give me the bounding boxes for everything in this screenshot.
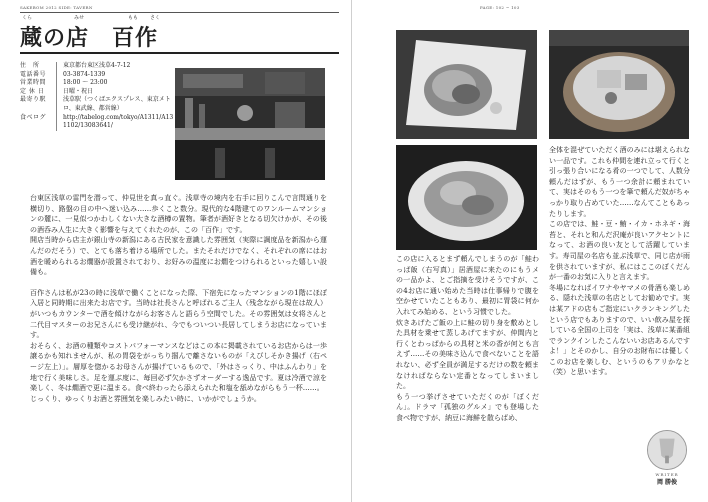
page-header-left: SAKEBOM 2012 SIDE: TAVERN — [20, 5, 93, 10]
paragraph: 炊きあげたご飯の上に鮭の切り身を敷めとした具材を乗せて蒸しあげてますが、仲間内と行くとわっぱからの具材と米の香が何とも言えず……その美味さ込んで食べないことを語れない、必ず全員が満足するだけの数を頼まなければならない定番となってしまいました。 — [396, 318, 539, 391]
writer-credit — [642, 430, 692, 486]
info-row-phone — [20, 71, 175, 80]
ebi-shiso-kakiage-photo — [396, 30, 537, 139]
interior-photo — [175, 68, 325, 180]
bakudan-photo — [396, 145, 537, 250]
info-value: 03-3874-1339 — [56, 71, 175, 80]
title-rule — [20, 52, 339, 54]
sake-wappa-meshi-photo — [549, 30, 689, 139]
right-column-2-body — [549, 145, 690, 378]
info-key: 最寄り駅 — [20, 96, 47, 104]
paragraph: 冬場になればイワナやヤマメの骨酒も楽しめる、隠れた浅草の名店としてお勧めです。実は某アドの店もご指定にいクランキングしたという店でもありますので、いい飲み屋を探している全国の上司を「実は、浅草に某番組でランクインしたこんないいお店あるんですよ！」とそのかし、自分のお財布には優しくこのお店を楽しむ、というのもアリかなと（笑）と思います。 — [549, 283, 690, 377]
paragraph: この店では、鮭・豆・鮪・イカ・ホネギ・海苔と、それと和んだ沢庵が良いアクセントになって、お酒の良い友として活躍しています。寿司屋の名店も並ぶ浅草で、同じ店が雨を供されていますが、私にはここのぼくだんが一番のお気に入りと言えます。 — [549, 220, 690, 282]
right-page — [353, 0, 708, 502]
right-column-1-body — [396, 254, 539, 424]
info-key: 食べログ — [20, 113, 47, 121]
info-key: 住 所 — [20, 62, 40, 69]
info-value: 浅草駅（つくばエクスプレス、東京メトロ、東武線、都営線） — [56, 96, 175, 113]
left-article-body — [30, 193, 327, 404]
info-row-station — [20, 96, 175, 113]
info-key: 電話番号 — [20, 70, 47, 78]
left-page — [0, 0, 352, 502]
shop-info-table — [20, 62, 175, 131]
info-value: 東京都台東区浅草4-7-12 — [56, 62, 175, 71]
info-value: 日曜・祝日 — [56, 88, 175, 97]
paragraph: 全体を混ぜていただく酒のみには堪えられない一品です。これも仲間を連れ立って行くと引っ張り合いになる肴の一つでして、人数分頼んだはずが、もう一つ余計に頼まれていて、実はそのもう一つを筆で頼んだ奴がちゃっかり取り占めていた……なんてこともあったりします。 — [549, 146, 690, 218]
writer-name: 岡 勝俊 — [656, 479, 678, 486]
shop-title: 蔵の店 百作 — [20, 25, 159, 51]
info-row-hours — [20, 79, 175, 88]
ruby-2: みせ — [74, 15, 85, 21]
writer-avatar — [647, 430, 687, 470]
paragraph: 台東区浅草の雷門を潜って、仲見世を真っ直ぐ。浅草寺の境内を右手に回りこんで言問通りを横切り、路盤の目の中へ迷い込み……歩くこと数分。現代的な4階建てのワンルームマンションの麓に、一見似つかわしくない大きな酒樽の置物。筆者が酒好きとなる切欠けかが、その後の酒呑み人生に大きく影響を与えてくれたのが、この「百作」です。 — [30, 194, 327, 234]
writer-label: WRITER — [655, 472, 679, 477]
info-key: 定 休 日 — [20, 87, 45, 95]
paragraph: 開店当時から店主が銀山寺の新潟にある古民家を意識した雰囲気（実際に調度品を新潟から運んだのだそう）で、とても落ち着ける場所でした。またそれだけでなく、それぞれの席にはお酒を暖められるお燗器が設置されており、お好みの温度にお燗をつけられるといった嬉しい設備も。 — [30, 236, 327, 277]
info-row-address — [20, 62, 175, 71]
paragraph: もう一つ挙げさせていただくのが「ぼくだん」。ドラマ「孤独のグルメ」でも登場した食べ物ですが、納豆に海鮮を散らばめ、 — [396, 392, 539, 422]
page-header-right: PAGE: 102 ~ 103 — [480, 5, 520, 10]
header-rule — [20, 12, 339, 13]
paragraph: この店に入るとまず頼んでしまうのが「鮭わっぱ飯（右写真）」居酒屋に来たのにもうメの一品かよ、とご指摘を受けそうですが、この4お店に通い始めた当時は仕事帰りで腹を空かせていたこともあり、最初に胃袋に何か入れてみ始める、という习惯でした。 — [396, 255, 539, 316]
ruby-1: くら — [22, 15, 33, 21]
ruby-4: さく — [150, 15, 161, 21]
info-value: 18:00 ～ 23:00 — [56, 79, 175, 88]
paragraph: 百作さんは私が23の時に浅草で働くことになった際、下宿先になったマンションの1階にほぼ入居と同時期に出来たお店です。当時は社長さんと呼ばれるご主人（残念ながら現在は故人）がいつもカウンターで酒を傾けながらお客さんと語らう空間でした。その雰囲気は女将さんと二代目マスターのお兄さんにも受け継がれ、今でもついつい長居してしまうお店になっています。 — [30, 288, 327, 340]
info-row-tabelog — [20, 114, 175, 131]
paragraph: じっくり、ゆっくりお酒と雰囲気を楽しみたい時に、いかがでしょうか。 — [30, 394, 261, 403]
info-key: 営業時間 — [20, 79, 47, 87]
ruby-3: もも — [128, 15, 139, 21]
paragraph: おそらく、お酒の種類やコストパフォーマンスなどはこの本に掲載されているお店からは一歩譲るかも知れませんが、私の胃袋をがっちり掴んで離さないものが「えびしそかき揚げ（右ページ左上）」。層厚を惚かるお母さんが揚げているもので、「外はさっくり、中はふんわり」を地で行く美味しさ。足を運ぶ度に、毎回必ず欠かさずオーダーする逸品です。夏は冷酒で涼を楽しく、冬は燗酒で更に温まる。食べ終わったら添えられた和塩を舐めながらもう一杯……。 — [30, 341, 327, 393]
tabelog-link[interactable]: http://tabelog.com/tokyo/A1311/A131102/13083641/ — [56, 114, 175, 131]
